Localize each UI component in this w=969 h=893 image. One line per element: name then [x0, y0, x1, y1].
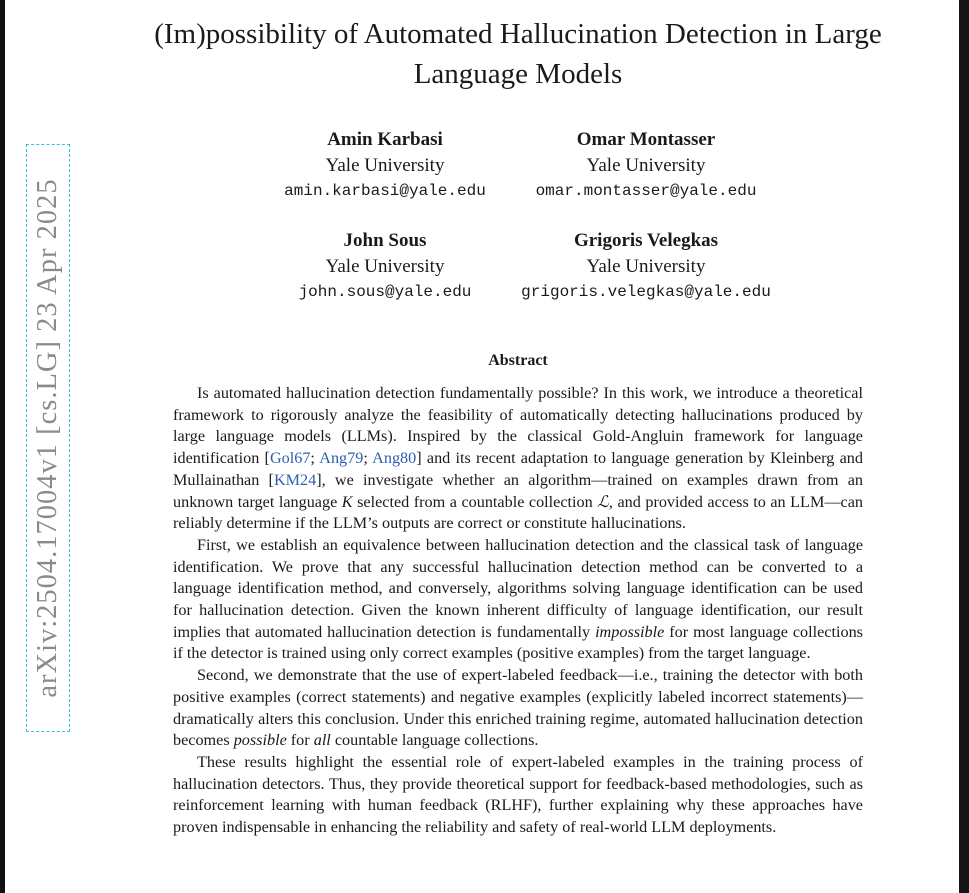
arxiv-identifier: arXiv:2504.17004v1 [cs.LG] 23 Apr 2025 — [32, 178, 63, 698]
abstract-text: ; — [310, 449, 320, 468]
math-variable: K — [341, 492, 353, 511]
abstract-text: countable language collections. — [330, 731, 539, 750]
abstract-text: for — [286, 731, 314, 750]
abstract-text: ], we investigate whether an algorithm—trained on examples drawn from an unknown target language — [173, 470, 863, 511]
author-name: Amin Karbasi — [327, 129, 443, 150]
author-name: Grigoris Velegkas — [573, 230, 719, 251]
citation-link[interactable]: Ang79 — [319, 449, 364, 468]
citation-link[interactable]: Ang80 — [372, 449, 417, 468]
emphasis-text: impossible — [595, 622, 665, 641]
author-name: John Sous — [343, 230, 427, 251]
author-affiliation: Yale University — [325, 155, 445, 176]
math-variable: ℒ — [597, 492, 609, 511]
abstract-text: , and provided access to an LLM—can reliably determine if the LLM’s outputs are correct or constitute hallucinations. — [173, 492, 863, 533]
author-name: Omar Montasser — [576, 129, 716, 150]
author-email[interactable]: omar.montasser@yale.edu — [535, 182, 757, 200]
citation-link[interactable]: Gol67 — [269, 449, 311, 468]
author-email[interactable]: grigoris.velegkas@yale.edu — [521, 283, 771, 301]
abstract-paragraph — [173, 535, 863, 665]
abstract-body — [173, 383, 863, 839]
author-email[interactable]: john.sous@yale.edu — [298, 283, 472, 301]
abstract-paragraph — [173, 752, 863, 839]
author-email[interactable]: amin.karbasi@yale.edu — [284, 182, 486, 200]
abstract-text: for most language collections if the detector is trained using only correct examples (positive examples) from the target language. — [173, 622, 863, 663]
abstract-text: ; — [363, 449, 373, 468]
author-block — [486, 228, 806, 304]
author-block — [486, 127, 806, 203]
author-affiliation: Yale University — [586, 256, 706, 277]
left-window-edge — [0, 0, 5, 893]
abstract-text: These results highlight the essential role of expert-labeled examples in the training process of hallucination detectors. Thus, they provide theoretical support for feedback-based methodologies, such as reinforcement learning with human feedback (RLHF), further explaining why these approaches have proven indispensable in enhancing the reliability and safety of real-world LLM deployments. — [173, 752, 863, 837]
abstract-paragraph — [173, 665, 863, 752]
abstract-text: selected from a countable collection — [352, 492, 598, 511]
abstract-text: Is automated hallucination detection fundamentally possible? In this work, we introduce a theoretical framework to rigorously analyze the feasibility of automatically detecting hallucinations produced by large language models (LLMs). Inspired by the classical Gold-Angluin framework for language identification [ — [173, 384, 863, 468]
author-affiliation: Yale University — [325, 256, 445, 277]
paper-title: (Im)possibility of Automated Hallucination Detection in Large Language Models — [154, 18, 882, 90]
abstract-text: ] and its recent adaptation to language generation by Kleinberg and Mullainathan [ — [173, 449, 863, 489]
abstract-text: Second, we demonstrate that the use of expert-labeled feedback—i.e., training the detector with both positive examples (correct statements) and negative examples (explicitly labeled incorrect statements)—dramatically alters this conclusion. Under this enriched training regime, automated hallucination detection becomes — [173, 666, 863, 750]
citation-link[interactable]: KM24 — [273, 470, 317, 489]
author-affiliation: Yale University — [586, 155, 706, 176]
right-scrollbar[interactable] — [959, 0, 969, 893]
emphasis-text: possible — [233, 731, 287, 750]
abstract-heading: Abstract — [488, 352, 548, 369]
abstract-paragraph — [173, 383, 863, 535]
abstract-text: First, we establish an equivalence between hallucination detection and the classical task of language identification. We prove that any successful hallucination detection method can be converted to a language identification method, and conversely, algorithms solving language identification can be used for hallucination detection. Given the known inherent difficulty of language identification, our result implies that automated hallucination detection is fundamentally — [173, 535, 863, 641]
emphasis-text: all — [313, 731, 331, 750]
